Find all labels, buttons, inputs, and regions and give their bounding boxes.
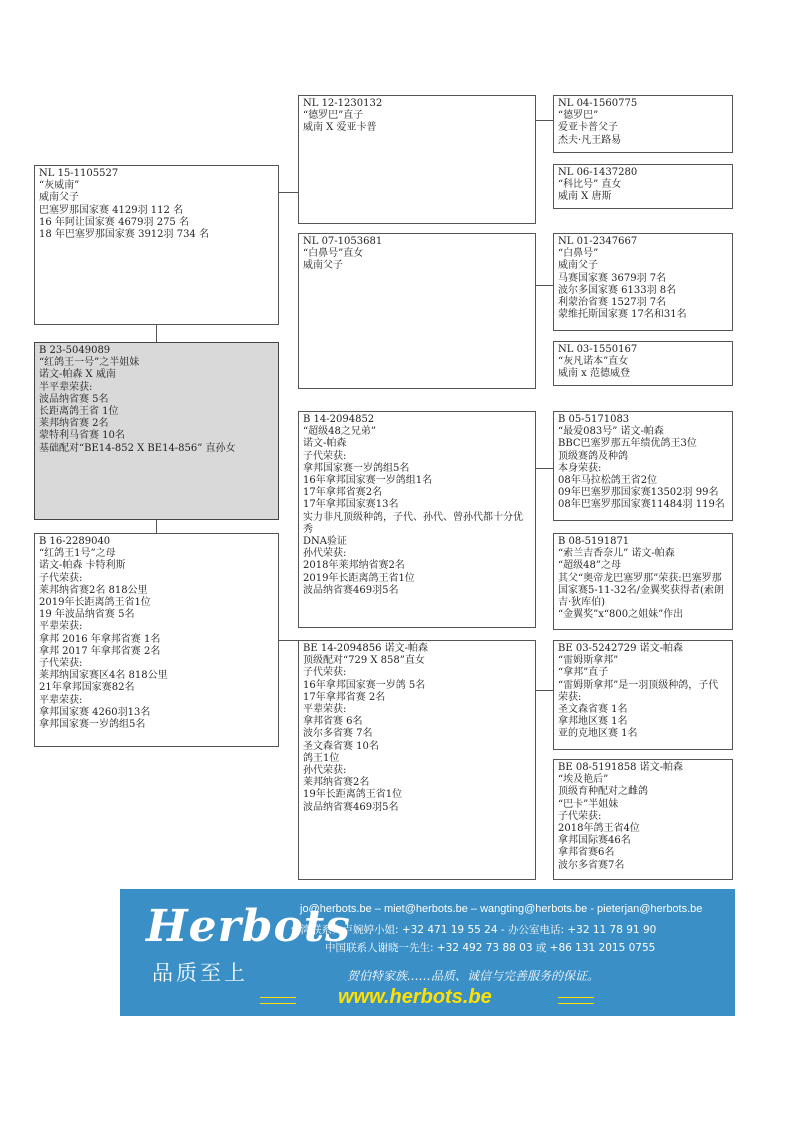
- pedigree-box-sire-sire: [298, 95, 536, 224]
- pedigree-box-dam-sire-dam: [553, 533, 733, 630]
- pedigree-line: “白鼻号”直女: [303, 248, 364, 260]
- pedigree-line: 17年拿邦省赛 2名: [303, 691, 386, 703]
- pedigree-box-sire-dam: [298, 233, 536, 389]
- pedigree-line: 波尔多省赛 7名: [303, 728, 373, 740]
- pedigree-line: 鸽王1位: [303, 752, 340, 764]
- pedigree-line: 17年拿邦省赛2名: [303, 487, 383, 499]
- pedigree-line: “雷姆斯拿邦”: [558, 655, 619, 667]
- pedigree-line: “德罗巴”: [558, 110, 599, 122]
- pedigree-line: 本身荣获:: [558, 462, 602, 474]
- pedigree-line: “拿邦”直子: [558, 667, 609, 679]
- decorative-lines: [558, 997, 594, 1004]
- connector-line: [279, 192, 298, 193]
- pedigree-line: 拿邦国家赛 4260羽13名: [39, 706, 151, 718]
- pedigree-line: 平辈荣获:: [39, 694, 83, 706]
- pedigree-line: 拿邦 2016 年拿邦省赛 1名: [39, 633, 161, 645]
- connector-line: [536, 468, 553, 469]
- pedigree-line: 亚的克地区赛 1名: [558, 728, 638, 740]
- pedigree-line: 波品纳省赛 5名: [39, 393, 109, 405]
- ring-number: B 16-2289040: [39, 536, 111, 547]
- pedigree-line: “超级48”之母: [558, 560, 621, 572]
- website-link[interactable]: www.herbots.be: [338, 986, 492, 1008]
- pedigree-line: 17年拿邦国家赛13名: [303, 499, 399, 511]
- connector-line: [536, 120, 553, 121]
- ring-number: B 08-5191871: [558, 536, 630, 547]
- pedigree-line: 波品纳省赛469羽5名: [303, 584, 399, 596]
- pedigree-line: “灰凡诺本”直女: [558, 356, 629, 368]
- pedigree-box-dam-dam-dam: [553, 759, 733, 880]
- ring-number: B 23-5049089: [39, 345, 111, 356]
- pedigree-line: 莱邦纳省赛2名 818公里: [39, 584, 148, 596]
- pedigree-line: 拿邦国际赛46名: [558, 835, 631, 847]
- pedigree-line: “德罗巴”直子: [303, 110, 364, 122]
- pedigree-line: “最爱083号” 诺文-帕森: [558, 426, 664, 438]
- pedigree-line: 平辈荣获:: [39, 621, 83, 633]
- ring-number: B 14-2094852: [303, 414, 375, 425]
- ring-number: NL 07-1053681: [303, 236, 383, 247]
- connector-line: [536, 690, 553, 691]
- pedigree-line: 实力非凡顶级种鸽，子代、孙代、曾孙代都十分优秀: [303, 511, 523, 535]
- pedigree-line: 威南父子: [558, 260, 598, 272]
- pedigree-line: 2018年鸽王省4位: [558, 823, 640, 835]
- pedigree-line: 拿邦国家赛一岁鸽组5名: [303, 462, 410, 474]
- ring-number: NL 06-1437280: [558, 167, 638, 178]
- pedigree-line: 诺文-帕森 卡特利斯: [39, 560, 126, 572]
- pedigree-line: 波尔多省赛7名: [558, 859, 625, 871]
- pedigree-line: 子代荣获:: [39, 658, 83, 670]
- pedigree-line: BBC巴塞罗那五年绩优鸽王3位: [558, 438, 697, 450]
- pedigree-line: 19 年波品纳省赛 5名: [39, 609, 135, 621]
- connector-line: [536, 285, 553, 286]
- pedigree-line: 长距离鸽王省 1位: [39, 406, 119, 418]
- pedigree-line: 蒙特利马省赛 10名: [39, 430, 125, 442]
- pedigree-line: 16年拿邦国家赛一岁鸽组1名: [303, 475, 433, 487]
- pedigree-line: 16年拿邦国家赛一岁鸽 5名: [303, 679, 426, 691]
- pedigree-line: DNA验证: [303, 536, 347, 548]
- slogan: 品质至上: [152, 961, 248, 985]
- ring-number: BE 03-5242729 诺文-帕森: [558, 643, 684, 654]
- pedigree-line: 波尔多国家赛 6133羽 8名: [558, 284, 677, 296]
- ring-number: BE 08-5191858 诺文-帕森: [558, 762, 684, 773]
- pedigree-line: 08年马拉松鸽王省2位: [558, 475, 658, 487]
- pedigree-line: 利蒙治省赛 1527羽 7名: [558, 297, 667, 309]
- pedigree-line: 威南 x 范德威登: [558, 368, 630, 380]
- pedigree-line: “超级48之兄弟”: [303, 426, 376, 438]
- pedigree-box-dam: [34, 533, 279, 747]
- pedigree-line: 诺文-帕森: [303, 438, 347, 450]
- pedigree-line: 波品纳省赛469羽5名: [303, 801, 399, 813]
- pedigree-line: 莱邦纳国家赛区4名 818公里: [39, 670, 168, 682]
- ring-number: BE 14-2094856 诺文-帕森: [303, 643, 429, 654]
- pedigree-line: 圣文森省赛 10名: [303, 740, 379, 752]
- pedigree-line: 顶级赛鸽及种鸽: [558, 450, 628, 462]
- pedigree-line: 马赛国家赛 3679羽 7名: [558, 272, 667, 284]
- pedigree-line: 威南 X 唐斯: [558, 191, 612, 203]
- pedigree-line: 巴塞罗那国家赛 4129羽 112 名: [39, 204, 184, 216]
- pedigree-box-sire-dam-sire: [553, 233, 733, 331]
- pedigree-box-dam-sire-sire: [553, 411, 733, 521]
- ring-number: NL 04-1560775: [558, 98, 638, 109]
- pedigree-line: 拿邦国家赛一岁鸽组5名: [39, 719, 146, 731]
- pedigree-line: 2019年长距离鸽王省1位: [39, 597, 151, 609]
- pedigree-line: 16 年阿让国家赛 4679羽 275 名: [39, 216, 189, 228]
- pedigree-line: 威南 X 爱亚卡普: [303, 122, 377, 134]
- pedigree-box-sire-sire-dam: [553, 164, 733, 209]
- pedigree-line: “金翼奖”x“800之姐妹”作出: [558, 609, 684, 621]
- pedigree-box-subject: [34, 342, 279, 520]
- connector-line: [279, 640, 298, 641]
- pedigree-box-sire: [34, 165, 279, 325]
- pedigree-line: 拿邦省赛6名: [558, 847, 615, 859]
- ring-number: NL 01-2347667: [558, 236, 638, 247]
- china-contact: 中国联系人谢晓一先生: +32 492 73 88 03 或 +86 131 2015 0755: [325, 942, 656, 954]
- pedigree-line: 平辈荣获:: [303, 704, 347, 716]
- pedigree-line: “巴卡”半姐妹: [558, 798, 619, 810]
- ring-number: NL 15-1105527: [39, 168, 119, 179]
- taiwan-contact: 台湾联系人卢婉婷小姐: +32 471 19 55 24 - 办公室电话: +32 11 78 91 90: [290, 924, 657, 936]
- pedigree-line: 威南父子: [303, 260, 343, 272]
- pedigree-box-sire-sire-sire: [553, 95, 733, 153]
- pedigree-box-dam-dam: [298, 640, 536, 880]
- pedigree-line: 孙代荣获:: [303, 548, 347, 560]
- pedigree-line: 孙代荣获:: [303, 765, 347, 777]
- connector-line: [156, 520, 157, 533]
- pedigree-line: 19年长距离鸽王省1位: [303, 789, 403, 801]
- pedigree-line: “埃及艳后”: [558, 774, 609, 786]
- pedigree-line: 拿邦省赛 6名: [303, 716, 363, 728]
- email-addresses[interactable]: jo@herbots.be – miet@herbots.be – wangting@herbots.be - pieterjan@herbots.be: [300, 903, 703, 915]
- pedigree-line: 诺文-帕森 X 威南: [39, 369, 116, 381]
- pedigree-box-dam-sire: [298, 411, 536, 628]
- pedigree-line: 圣文森省赛 1名: [558, 704, 628, 716]
- pedigree-line: 杰夫·凡王路易: [558, 134, 622, 146]
- pedigree-line: 2019年长距离鸽王省1位: [303, 572, 415, 584]
- pedigree-line: 09年巴塞罗那国家赛13502羽 99名: [558, 487, 719, 499]
- pedigree-line: 半平辈荣获:: [39, 381, 93, 393]
- pedigree-line: 08年巴塞罗那国家赛11484羽 119名: [558, 499, 725, 511]
- pedigree-line: 蒙维托斯国家赛 17名和31名: [558, 309, 687, 321]
- pedigree-line: “索兰吉香奈儿” 诺文-帕森: [558, 548, 675, 560]
- pedigree-line: “灰威南”: [39, 180, 80, 192]
- pedigree-line: 子代荣获:: [303, 667, 347, 679]
- pedigree-line: 威南父子: [39, 192, 79, 204]
- pedigree-line: “红鸽王一号”之半姐妹: [39, 357, 140, 369]
- pedigree-line: 顶级育种配对之雌鸽: [558, 786, 648, 798]
- ring-number: NL 03-1550167: [558, 344, 638, 355]
- pedigree-line: “红鸽王1号”之母: [39, 548, 116, 560]
- pedigree-box-sire-dam-dam: [553, 341, 733, 386]
- pedigree-box-dam-dam-sire: [553, 640, 733, 750]
- pedigree-line: 其父“奥帝龙巴塞罗那”荣获:巴塞罗那国家赛5-11-32名/金翼奖获得者(索朗吉·狄库伯): [558, 572, 724, 609]
- pedigree-line: “雷姆斯拿邦”是一羽顶级种鸽，子代荣获:: [558, 679, 719, 703]
- pedigree-line: “科比号” 直女: [558, 179, 622, 191]
- connector-line: [156, 325, 157, 342]
- pedigree-line: 莱邦纳省赛 2名: [39, 418, 109, 430]
- pedigree-line: 基础配对“BE14-852 X BE14-856” 直孙女: [39, 442, 236, 454]
- ring-number: B 05-5171083: [558, 414, 630, 425]
- pedigree-line: 子代荣获:: [303, 450, 347, 462]
- pedigree-line: 子代荣获:: [558, 810, 602, 822]
- pedigree-line: 拿邦地区赛 1名: [558, 716, 628, 728]
- pedigree-line: 拿邦 2017 年拿邦省赛 2名: [39, 645, 161, 657]
- guarantee-text: 贺伯特家族……品质、诚信与完善服务的保证。: [347, 969, 600, 983]
- pedigree-line: 2018年莱邦纳省赛2名: [303, 560, 405, 572]
- pedigree-line: 莱邦纳省赛2名: [303, 777, 370, 789]
- ring-number: NL 12-1230132: [303, 98, 383, 109]
- pedigree-line: 爱亚卡普父子: [558, 122, 618, 134]
- herbots-logo: Herbots: [146, 901, 351, 952]
- pedigree-line: 子代荣获:: [39, 572, 83, 584]
- pedigree-line: 21年拿邦国家赛82名: [39, 682, 135, 694]
- pedigree-line: 18 年巴塞罗那国家赛 3912羽 734 名: [39, 229, 209, 241]
- pedigree-line: 顶级配对“729 X 858”直女: [303, 655, 425, 667]
- contact-banner: [120, 889, 735, 1016]
- decorative-lines: [260, 997, 296, 1004]
- pedigree-line: “白鼻号”: [558, 248, 599, 260]
